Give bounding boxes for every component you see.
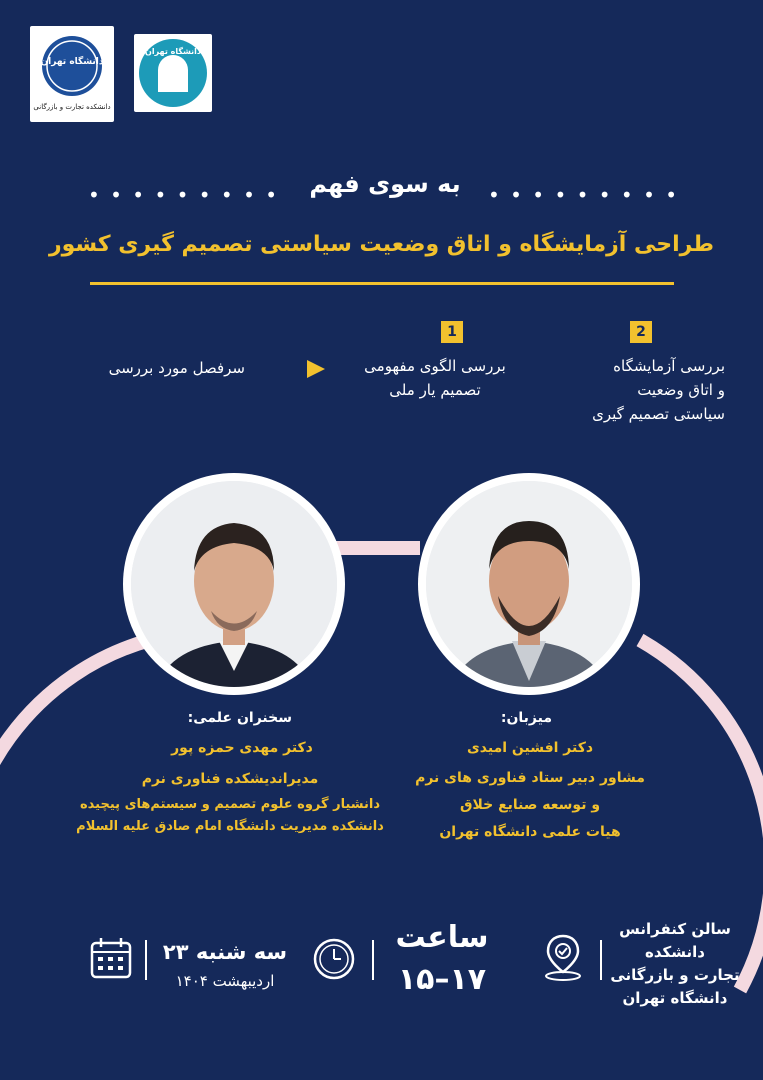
- host-detail-1: مشاور دبیر ستاد فناوری های نرم: [415, 770, 645, 786]
- faculty-logo: [30, 26, 114, 122]
- speaker-detail-1: دانشیار گروه علوم تصمیم و سیستم‌های پیچیده: [80, 797, 380, 812]
- venue: [600, 918, 750, 1010]
- header-toward: به سوی فهم: [309, 170, 461, 198]
- topic-1-badge: 1: [441, 321, 463, 343]
- speaker-name: دکتر مهدی حمزه پور: [171, 740, 313, 756]
- divider-time: [372, 940, 374, 980]
- host-detail-2: و توسعه صنایع خلاق: [459, 797, 601, 813]
- host-details: [380, 765, 680, 846]
- time-value: ۱۵–۱۷: [397, 962, 487, 997]
- topic-2-line-2: و اتاق وضعیت: [637, 381, 725, 399]
- venue-line-1: سالن کنفرانس: [619, 920, 731, 938]
- speaker-position: مدیراندیشکده فناوری نرم: [141, 771, 319, 787]
- calendar-icon: [88, 935, 134, 981]
- university-logo: [134, 34, 212, 112]
- date-month: اردیبهشت ۱۴۰۴: [175, 972, 275, 990]
- dots-left: • • • • • • • • •: [88, 183, 280, 207]
- divider-date: [145, 940, 147, 980]
- date-day: سه شنبه ۲۳: [162, 940, 288, 964]
- topic-1-line-1: بررسی الگوی مفهومی: [364, 357, 506, 375]
- host-photo: [426, 481, 632, 687]
- play-arrow-icon: [305, 358, 327, 380]
- faculty-logo-title: دانشگاه تهران: [40, 57, 104, 67]
- clock-icon: [312, 937, 356, 981]
- title-underline: [90, 282, 674, 285]
- university-logo-caption: دانشگاه تهران: [145, 47, 201, 56]
- speaker-detail-2: دانشکده مدیریت دانشگاه امام صادق علیه السلام: [76, 819, 384, 834]
- host-name: دکتر افشین امیدی: [466, 740, 594, 756]
- speaker-details: [40, 794, 420, 838]
- divider-venue: [600, 940, 602, 980]
- topics-label: سرفصل مورد بررسی: [108, 359, 245, 377]
- topic-2-line-1: بررسی آزمایشگاه: [613, 357, 725, 375]
- venue-line-2: دانشکده: [645, 943, 705, 961]
- topic-2-badge: 2: [630, 321, 652, 343]
- speaker-photo: [131, 481, 337, 687]
- topic-1: [340, 354, 530, 402]
- topic-2-line-3: سیاستی تصمیم گیری: [592, 405, 725, 423]
- host-role: میزبان:: [500, 710, 552, 726]
- host-detail-3: هیات علمی دانشگاه تهران: [439, 824, 621, 840]
- time-label: ساعت: [395, 920, 489, 955]
- dots-right: • • • • • • • • •: [488, 183, 680, 207]
- topic-2: [520, 354, 725, 426]
- faculty-logo-caption: دانشکده تجارت و بازرگانی: [33, 103, 111, 111]
- header-title: طراحی آزمایشگاه و اتاق وضعیت سیاستی تصمیم گیری کشور: [48, 232, 715, 257]
- speaker-role: سخنران علمی:: [187, 710, 292, 726]
- location-pin-icon: [540, 932, 586, 982]
- venue-line-4: دانشگاه تهران: [622, 989, 728, 1007]
- venue-line-3: تجارت و بازرگانی: [610, 966, 740, 984]
- topic-1-line-2: تصمیم یار ملی: [389, 381, 481, 399]
